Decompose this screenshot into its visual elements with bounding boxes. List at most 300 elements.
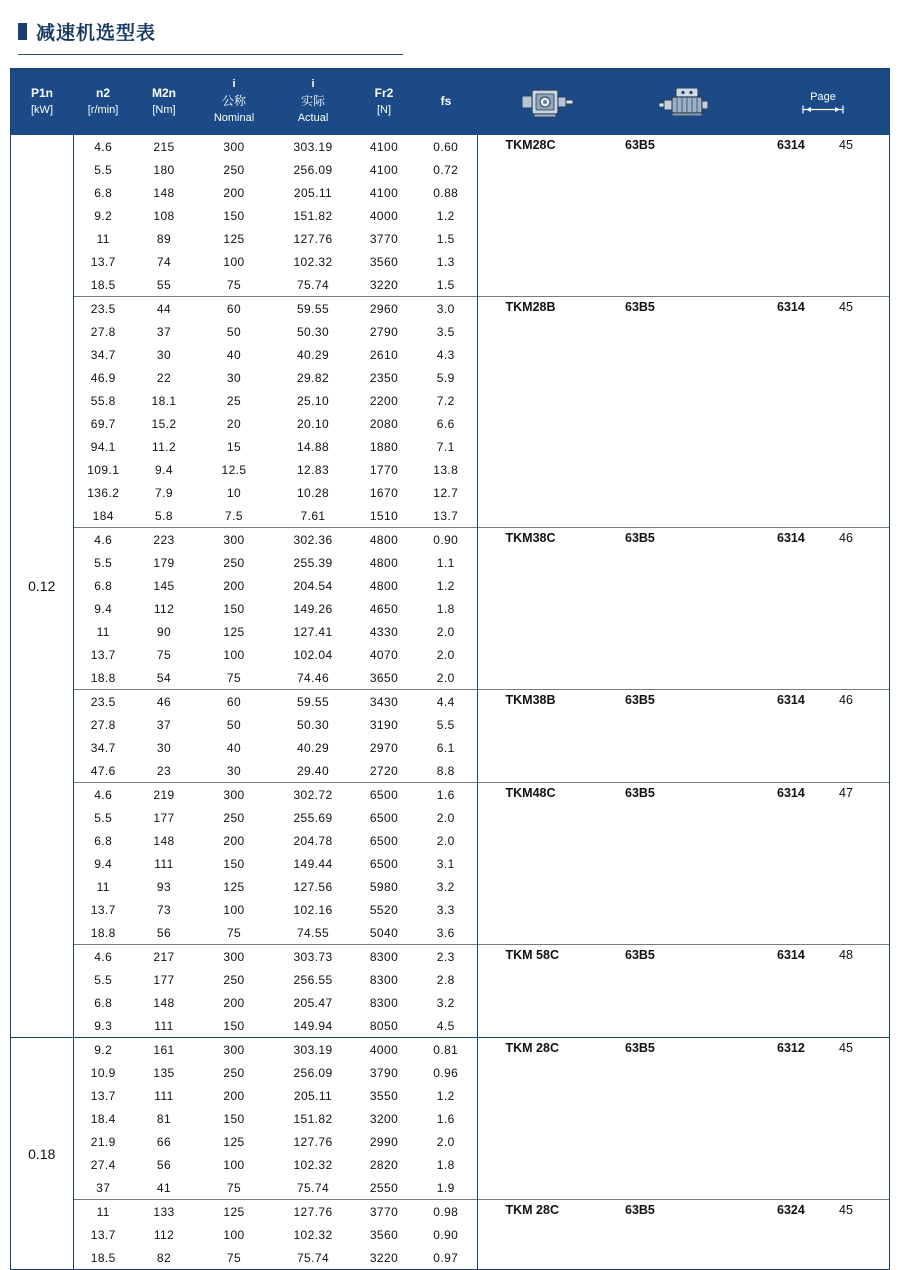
cell-n2: 9.2 [73, 1038, 133, 1062]
cell-i-nominal: 200 [223, 1088, 245, 1103]
cell-i-nominal: 100 [223, 1227, 245, 1242]
cell-i-actual: 149.44 [293, 856, 333, 871]
cell-n2: 136.2 [87, 485, 120, 500]
header-i-nominal [195, 69, 273, 135]
cell-m2n: 37 [156, 324, 172, 339]
cell-fr2: 3770 [369, 231, 399, 246]
cell-fr2: 4070 [369, 647, 399, 662]
cell-m2n: 133 [133, 1200, 195, 1224]
cell-n2: 6.8 [94, 578, 113, 593]
cell-i-nominal: 75 [226, 925, 242, 940]
cell-fr2: 4800 [369, 578, 399, 593]
cell-i-actual: 256.55 [293, 972, 333, 987]
cell-i-nominal: 250 [223, 972, 245, 987]
table-row [11, 690, 889, 714]
cell-i-actual: 149.26 [293, 601, 333, 616]
cell-fs: 3.0 [415, 297, 477, 321]
cell-i-nominal: 200 [223, 578, 245, 593]
cell-fs: 0.90 [415, 1223, 477, 1246]
cell-n2: 11 [96, 624, 110, 639]
cell-i-actual: 59.55 [273, 297, 353, 321]
cell-n2: 34.7 [90, 347, 116, 362]
cell-fr2: 1770 [369, 462, 399, 477]
cell-fr2: 3650 [369, 670, 399, 685]
cell-fs: 5.5 [415, 713, 477, 736]
cell-fr2: 4650 [369, 601, 399, 616]
cell-m2n: 112 [153, 1227, 175, 1242]
cell-fr2: 2200 [369, 393, 399, 408]
cell-gearbox-model: TKM 28C [477, 1200, 617, 1270]
cell-n2: 69.7 [90, 416, 116, 431]
selection-table [11, 69, 889, 1269]
header-i-actual-cn: 实际 [300, 94, 325, 109]
cell-fr2: 4330 [369, 624, 399, 639]
cell-i-actual: 74.55 [296, 925, 330, 940]
cell-m2n: 111 [154, 856, 174, 871]
cell-i-actual: 102.32 [293, 1227, 333, 1242]
cell-i-actual: 303.19 [273, 1038, 353, 1062]
cell-n2: 13.7 [90, 1088, 116, 1103]
cell-i-actual: 12.83 [296, 462, 330, 477]
cell-fs: 4.5 [415, 1014, 477, 1038]
cell-i-actual: 74.46 [296, 670, 330, 685]
cell-i-nominal: 40 [226, 347, 242, 362]
cell-n2: 37 [96, 1180, 111, 1195]
cell-i-actual: 204.78 [293, 833, 333, 848]
cell-fs: 3.6 [415, 921, 477, 945]
cell-fr2: 4800 [353, 528, 415, 552]
cell-m2n: 44 [133, 297, 195, 321]
cell-m2n: 81 [156, 1111, 172, 1126]
cell-fr2: 4000 [369, 208, 399, 223]
cell-fr2: 4100 [369, 139, 399, 154]
cell-i-actual: 14.88 [296, 439, 330, 454]
cell-fr2: 2080 [369, 416, 399, 431]
cell-fr2: 1880 [369, 439, 399, 454]
cell-motor-size: 63B5 [617, 528, 757, 690]
cell-i-actual: 75.74 [296, 1180, 330, 1195]
cell-i-actual: 10.28 [296, 485, 330, 500]
table-row [11, 783, 889, 807]
cell-n2: 27.8 [90, 717, 116, 732]
cell-n2: 5.5 [94, 162, 113, 177]
cell-m2n: 148 [153, 833, 175, 848]
header-page-label: Page [810, 90, 836, 103]
header-pin [11, 69, 73, 135]
cell-fr2: 8300 [369, 972, 399, 987]
cell-fr2: 3190 [369, 717, 399, 732]
cell-fr2: 3770 [353, 1200, 415, 1224]
header-gearbox [477, 69, 617, 135]
cell-n2: 47.6 [90, 763, 116, 778]
cell-fr2: 4100 [369, 185, 399, 200]
header-fr2 [353, 69, 415, 135]
cell-pin: 0.12 [11, 135, 73, 1038]
cell-n2: 9.2 [94, 208, 113, 223]
cell-i-nominal: 30 [226, 763, 242, 778]
cell-fr2: 2720 [369, 763, 399, 778]
cell-n2: 18.8 [90, 670, 116, 685]
cell-fs: 0.90 [415, 528, 477, 552]
cell-i-actual: 255.69 [293, 810, 333, 825]
cell-i-nominal: 125 [223, 879, 245, 894]
table-row [11, 1038, 889, 1062]
cell-n2: 46.9 [90, 370, 116, 385]
cell-fr2: 2610 [369, 347, 399, 362]
cell-i-nominal: 75 [226, 1250, 242, 1265]
header-m2n [133, 69, 195, 135]
cell-n2: 9.4 [94, 856, 113, 871]
cell-fr2: 3430 [353, 690, 415, 714]
cell-fs: 2.0 [415, 643, 477, 666]
cell-i-nominal: 10 [226, 485, 242, 500]
table-row [11, 528, 889, 552]
cell-i-actual: 151.82 [293, 208, 333, 223]
cell-fs: 1.9 [415, 1176, 477, 1200]
cell-fs: 2.8 [415, 968, 477, 991]
cell-fs: 1.5 [415, 273, 477, 297]
cell-m2n: 30 [156, 740, 172, 755]
cell-n2: 5.5 [94, 810, 113, 825]
cell-fs: 3.5 [415, 320, 477, 343]
title-divider [18, 54, 403, 55]
cell-fs: 4.3 [415, 343, 477, 366]
cell-n2: 4.6 [73, 783, 133, 807]
cell-n2: 6.8 [94, 995, 113, 1010]
cell-fs: 1.2 [415, 1084, 477, 1107]
cell-m2n: 111 [154, 1018, 174, 1033]
cell-m2n: 135 [153, 1065, 175, 1080]
cell-fs: 0.60 [415, 135, 477, 158]
header-i-nominal-en: Nominal [213, 111, 255, 124]
cell-fs: 8.8 [415, 759, 477, 783]
cell-i-nominal: 200 [223, 995, 245, 1010]
cell-i-nominal: 7.5 [225, 508, 243, 523]
cell-bearing: 6314 46 [757, 690, 889, 783]
header-page [757, 69, 889, 135]
cell-fs: 0.97 [415, 1246, 477, 1269]
cell-fs: 2.0 [415, 829, 477, 852]
gearbox-icon [477, 82, 617, 122]
cell-i-nominal: 250 [223, 1065, 245, 1080]
cell-i-nominal: 60 [195, 690, 273, 714]
cell-m2n: 73 [156, 902, 172, 917]
cell-fs: 2.0 [415, 620, 477, 643]
cell-fr2: 5040 [369, 925, 399, 940]
cell-fs: 1.3 [415, 250, 477, 273]
cell-m2n: 148 [153, 995, 175, 1010]
cell-gearbox-model: TKM38C [477, 528, 617, 690]
cell-i-actual: 151.82 [293, 1111, 333, 1126]
cell-fr2: 8300 [353, 945, 415, 969]
header-i-nominal-cn: 公称 [221, 94, 246, 109]
header-pin-unit: [kW] [31, 103, 53, 116]
cell-fs: 1.8 [415, 597, 477, 620]
cell-m2n: 15.2 [151, 416, 177, 431]
cell-i-actual: 102.32 [293, 1157, 333, 1172]
cell-m2n: 46 [133, 690, 195, 714]
cell-fs: 2.0 [415, 806, 477, 829]
header-pin-symbol: P1n [30, 86, 53, 101]
cell-i-actual: 102.04 [293, 647, 333, 662]
table-header [11, 69, 889, 135]
cell-n2: 11 [96, 231, 110, 246]
cell-i-nominal: 300 [195, 783, 273, 807]
cell-n2: 21.9 [90, 1134, 116, 1149]
cell-i-actual: 303.73 [273, 945, 353, 969]
cell-i-nominal: 40 [226, 740, 242, 755]
cell-fs: 3.2 [415, 875, 477, 898]
cell-i-nominal: 300 [195, 1038, 273, 1062]
cell-n2: 27.8 [90, 324, 116, 339]
cell-fs: 6.6 [415, 412, 477, 435]
cell-i-nominal: 300 [195, 945, 273, 969]
cell-m2n: 111 [154, 1088, 174, 1103]
cell-gearbox-model: TKM28B [477, 297, 617, 528]
cell-fs: 0.98 [415, 1200, 477, 1224]
cell-i-actual: 127.76 [273, 1200, 353, 1224]
cell-fs: 7.2 [415, 389, 477, 412]
header-fs-symbol: fs [440, 94, 452, 109]
page-title: 减速机选型表 [36, 22, 157, 44]
cell-n2: 4.6 [73, 945, 133, 969]
cell-m2n: 22 [156, 370, 172, 385]
cell-n2: 13.7 [90, 1227, 116, 1242]
cell-m2n: 30 [156, 347, 172, 362]
table-row [11, 135, 889, 158]
header-motor [617, 69, 757, 135]
cell-fs: 5.9 [415, 366, 477, 389]
cell-fr2: 6500 [369, 833, 399, 848]
cell-motor-size: 63B5 [617, 690, 757, 783]
cell-fr2: 2350 [369, 370, 399, 385]
cell-fr2: 1670 [369, 485, 399, 500]
cell-i-nominal: 125 [223, 624, 245, 639]
cell-fs: 0.96 [415, 1061, 477, 1084]
cell-m2n: 93 [156, 879, 172, 894]
cell-i-nominal: 150 [223, 1111, 245, 1126]
header-n2-unit: [r/min] [87, 103, 119, 116]
cell-m2n: 54 [156, 670, 172, 685]
table-body [11, 135, 889, 1269]
header-m2n-unit: [Nm] [152, 103, 176, 116]
cell-n2: 11 [96, 879, 110, 894]
cell-n2: 13.7 [90, 902, 116, 917]
cell-i-nominal: 75 [226, 277, 242, 292]
cell-n2: 18.5 [90, 1250, 116, 1265]
cell-m2n: 74 [156, 254, 172, 269]
cell-i-actual: 7.61 [300, 508, 326, 523]
cell-n2: 5.5 [94, 972, 113, 987]
cell-n2: 184 [92, 508, 114, 523]
cell-i-actual: 20.10 [296, 416, 330, 431]
cell-fs: 2.0 [415, 1130, 477, 1153]
cell-pin: 0.18 [11, 1038, 73, 1270]
cell-i-actual: 303.19 [293, 139, 333, 154]
cell-i-nominal: 150 [223, 856, 245, 871]
cell-m2n: 18.1 [151, 393, 177, 408]
cell-m2n: 9.4 [155, 462, 173, 477]
cell-m2n: 161 [133, 1038, 195, 1062]
header-n2-symbol: n2 [95, 86, 110, 101]
cell-gearbox-model: TKM 28C [477, 1038, 617, 1200]
table-row [11, 945, 889, 969]
cell-n2: 34.7 [90, 740, 116, 755]
cell-m2n: 11.2 [151, 439, 177, 454]
cell-i-actual: 302.72 [273, 783, 353, 807]
cell-i-actual: 75.74 [296, 1250, 330, 1265]
cell-fs: 4.4 [415, 690, 477, 714]
cell-fs: 0.81 [415, 1038, 477, 1062]
cell-fs: 12.7 [415, 481, 477, 504]
cell-m2n: 7.9 [155, 485, 173, 500]
header-fr2-unit: [N] [376, 103, 392, 116]
cell-n2: 23.5 [73, 690, 133, 714]
cell-i-nominal: 250 [223, 810, 245, 825]
page-range-icon [800, 105, 846, 114]
cell-n2: 11 [73, 1200, 133, 1224]
cell-i-actual: 102.32 [293, 254, 333, 269]
cell-motor-size: 63B5 [617, 1038, 757, 1200]
cell-fr2: 3220 [369, 1250, 399, 1265]
cell-i-nominal: 125 [195, 1200, 273, 1224]
cell-gearbox-model: TKM28C [505, 138, 556, 152]
cell-n2: 18.4 [90, 1111, 116, 1126]
cell-fs: 1.8 [415, 1153, 477, 1176]
cell-i-actual: 204.54 [293, 578, 333, 593]
cell-m2n: 56 [156, 925, 172, 940]
cell-motor-size: 63B5 [625, 138, 655, 152]
cell-i-nominal: 150 [223, 601, 245, 616]
header-m2n-symbol: M2n [152, 86, 176, 101]
cell-i-actual: 40.29 [296, 347, 330, 362]
cell-fs: 6.1 [415, 736, 477, 759]
cell-m2n: 217 [133, 945, 195, 969]
cell-i-actual: 205.11 [293, 1088, 333, 1103]
cell-fr2: 4100 [369, 162, 399, 177]
cell-m2n: 145 [153, 578, 175, 593]
cell-fr2: 6500 [353, 783, 415, 807]
cell-i-nominal: 20 [226, 416, 242, 431]
cell-fs: 13.7 [415, 504, 477, 528]
cell-bearing: 6314 48 [757, 945, 889, 1038]
cell-i-nominal: 50 [226, 717, 242, 732]
cell-fr2: 2960 [353, 297, 415, 321]
cell-fr2: 3790 [369, 1065, 399, 1080]
cell-fr2: 3550 [369, 1088, 399, 1103]
cell-m2n: 5.8 [155, 508, 173, 523]
cell-n2: 27.4 [90, 1157, 116, 1172]
cell-motor-size: 63B5 [617, 783, 757, 945]
cell-n2: 6.8 [94, 833, 113, 848]
cell-i-nominal: 15 [226, 439, 242, 454]
cell-fr2: 8300 [369, 995, 399, 1010]
cell-i-actual: 40.29 [296, 740, 330, 755]
header-n2 [73, 69, 133, 135]
header-fs [415, 69, 477, 135]
cell-i-actual: 127.76 [293, 1134, 333, 1149]
cell-fr2: 3560 [369, 254, 399, 269]
cell-n2: 5.5 [94, 555, 113, 570]
cell-i-actual: 256.09 [293, 162, 333, 177]
cell-m2n: 148 [153, 185, 175, 200]
cell-fs: 13.8 [415, 458, 477, 481]
cell-i-nominal: 200 [223, 833, 245, 848]
cell-fr2: 3560 [369, 1227, 399, 1242]
cell-n2: 13.7 [90, 647, 116, 662]
cell-fs: 1.2 [415, 574, 477, 597]
cell-fr2: 3200 [369, 1111, 399, 1126]
cell-n2: 13.7 [90, 254, 116, 269]
cell-i-nominal: 100 [223, 902, 245, 917]
cell-i-nominal: 50 [226, 324, 242, 339]
cell-i-actual: 255.39 [293, 555, 333, 570]
cell-fs: 3.1 [415, 852, 477, 875]
cell-n2: 6.8 [94, 185, 113, 200]
cell-i-actual: 127.76 [293, 231, 333, 246]
title-marker-icon [18, 23, 27, 40]
cell-n2: 18.5 [90, 277, 116, 292]
cell-m2n: 90 [156, 624, 172, 639]
cell-n2: 94.1 [90, 439, 116, 454]
cell-fr2: 8050 [369, 1018, 399, 1033]
cell-i-actual: 127.56 [293, 879, 333, 894]
cell-fs: 3.3 [415, 898, 477, 921]
cell-fr2: 2990 [369, 1134, 399, 1149]
cell-i-actual: 149.94 [293, 1018, 333, 1033]
cell-fr2: 2970 [369, 740, 399, 755]
cell-i-actual: 205.47 [293, 995, 333, 1010]
cell-m2n: 89 [156, 231, 172, 246]
cell-i-actual: 75.74 [296, 277, 330, 292]
cell-i-actual: 50.30 [296, 717, 330, 732]
cell-bearing: 6312 45 [757, 1038, 889, 1200]
header-i-actual [273, 69, 353, 135]
cell-m2n: 108 [153, 208, 175, 223]
table-row [11, 1200, 889, 1224]
cell-bearing: 6314 46 [757, 528, 889, 690]
cell-gearbox-model: TKM 58C [477, 945, 617, 1038]
cell-bearing: 6324 45 [757, 1200, 889, 1270]
cell-i-nominal: 75 [226, 1180, 242, 1195]
cell-i-nominal: 100 [223, 254, 245, 269]
table-row [11, 297, 889, 321]
cell-m2n: 180 [153, 162, 175, 177]
cell-i-actual: 59.55 [273, 690, 353, 714]
cell-fr2: 1510 [369, 508, 399, 523]
cell-i-nominal: 12.5 [221, 462, 247, 477]
cell-fs: 1.5 [415, 227, 477, 250]
header-i-actual-en: Actual [297, 111, 329, 124]
motor-icon [617, 82, 757, 122]
cell-n2: 9.4 [94, 601, 113, 616]
cell-fr2: 6500 [369, 810, 399, 825]
cell-fr2: 6500 [369, 856, 399, 871]
cell-m2n: 179 [153, 555, 175, 570]
cell-fs: 2.0 [415, 666, 477, 690]
cell-i-nominal: 100 [223, 1157, 245, 1172]
cell-fs: 0.88 [415, 181, 477, 204]
cell-n2: 109.1 [87, 462, 120, 477]
cell-fr2: 5520 [369, 902, 399, 917]
header-i-actual-symbol: i [311, 78, 315, 91]
cell-bearing: 6314 47 [757, 783, 889, 945]
cell-n2: 9.3 [94, 1018, 113, 1033]
cell-fr2: 4800 [369, 555, 399, 570]
cell-i-nominal: 300 [223, 139, 245, 154]
cell-i-actual: 102.16 [293, 902, 333, 917]
cell-m2n: 177 [153, 810, 175, 825]
